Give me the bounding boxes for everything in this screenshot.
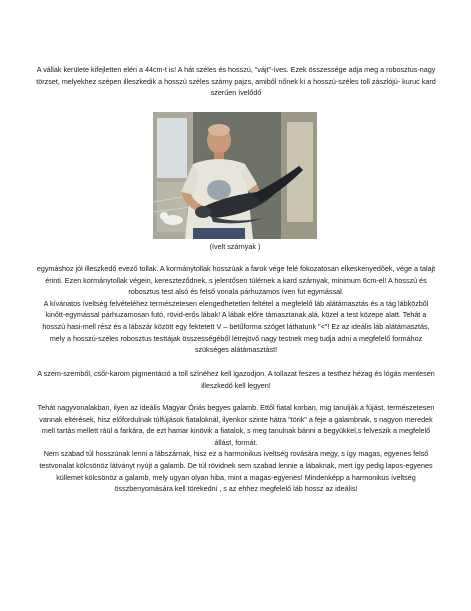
paragraph-ideal-summary: Tehát nagyvonalakban, ilyen az ideális Magyar Óriás begyes galamb. Ettől fiatal korban, mig tanulják a fújást, természetesen vannak eltérések, hisz előfordulnak túlfújások fiataloknál, ilyenkor szinte hátra "törik" a feje a galambnak, s nagyon meredek mell tartás mellett ráül a farkára, de ezt hamar kinövik a fiatalok, s meg tanulnak bánni a begyükkel,s felveszik a megfelelő állást, formát. Nem szabad túl hosszúnak lenni a lábszárnak, hisz ez a harmonikus íveltség rovására megy, s így magas, egyenes felső testvonalat kölcsönöz látványt nyújt a galamb. De túl rövidnek sem szabad lennie a lábaknak, mert így pedig lapos-egyenes küllemet kölcsönöz a galamb, mely ugyan olyan hiba, mint a magas-egyenes! Mindenképp a harmonikus íveltség összbenyomására kell törekedni , s az ehhez megfelelő láb hossz az ideális! — [37, 403, 435, 494]
photo-caption: (ívelt szárnyak ) — [209, 242, 261, 251]
paragraph-pigmentation: A szem-szemből, csőr-karom pigmentáció a toll színéhez kell igazodjon. A tollazat feszes a testhez hézag és lógás mentesen illeszkedő kell legyen! — [37, 369, 435, 390]
paragraph-tail-and-legs: egymáshoz jól illeszkedő evező tollak. A kormánytollak hosszúak a farok vége felé fokozatosan elkeskenyedőek, vége a talajt érinti. Ezen kormánytollak végein, kereszteződnek, s jelentősen túlérnek a kard szárnyak, minimum 6cm-el! A hosszú és robosztus test alsó és felső vonala párhuzamos íven fut egymással. A kívánatos íveltség felvételéhez természetesen elengedhetetlen feltétel a megfelelő láb alátámasztás és a tág lábközből kinőtt-egymással párhuzamosan futó, rövid-erős lábak! A lábak előre támasztanak alá, közel a test közepe alatt. Tehát a hosszú hasi-mell rész és a lábszár között egy fektetett V – betűforma szöget láthatunk "<"! Ez az ideális láb alátámasztás, mely a hosszú-széles robosztus testtájak összességéből létrejövő nagy testnek meg tudja adni a megfelelő formához szükséges alátámasztást! — [36, 264, 436, 355]
paragraph-body-shape: A vállak kerülete kifejletten eléri a 44cm-t is! A hát széles és hosszú, "vájt"-íves. Ezek összessége adja meg a robosztus-nagy törzset, melyekhez szépen illeszkedik a hosszú széles szárny pajzs, amiből nőnek ki a hosszú-széles toll zászlójú- kuruc kard szerűen ívelődő — [36, 65, 436, 98]
pigeon-photo — [153, 112, 317, 239]
